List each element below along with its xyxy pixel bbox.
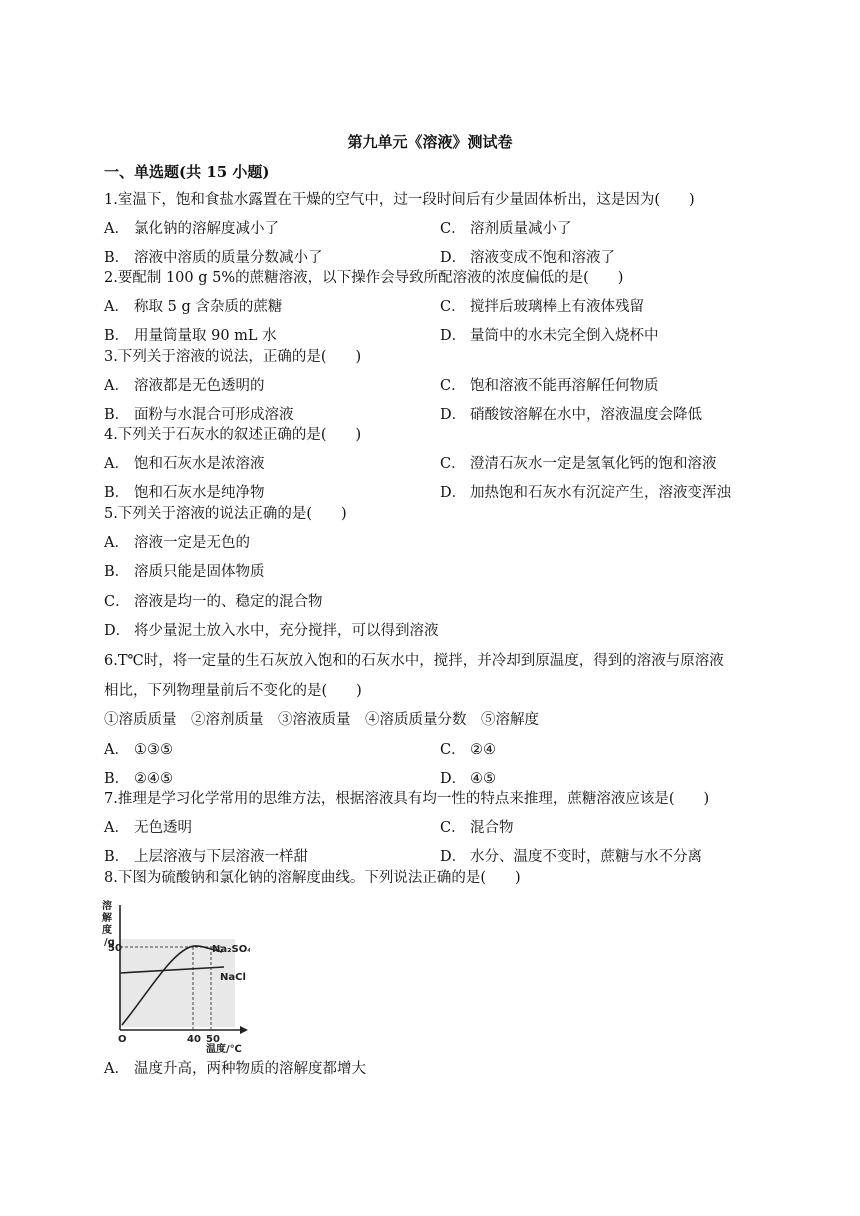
q7-option-d: D． 水分、温度不变时，蔗糖与水不分离: [440, 849, 702, 865]
tick-x40: 40: [187, 1034, 201, 1045]
question-8-stem: 8.下图为硫酸钠和氯化钠的溶解度曲线。下列说法正确的是( ): [104, 870, 521, 886]
q2-option-c: C． 搅拌后玻璃棒上有液体残留: [440, 299, 644, 315]
q7-option-b: B． 上层溶液与下层溶液一样甜: [104, 849, 308, 865]
tick-y50: 50: [108, 943, 122, 954]
question-6-stem-line2: 相比，下列物理量前后不变化的是( ): [104, 683, 362, 699]
question-1-stem: 1.室温下，饱和食盐水露置在干燥的空气中，过一段时间后有少量固体析出，这是因为( ): [104, 192, 695, 208]
q5-option-b: B． 溶质只能是固体物质: [104, 564, 265, 580]
q1-option-b: B． 溶液中溶质的质量分数减小了: [104, 250, 323, 266]
question-2-stem: 2.要配制 100 g 5%的蔗糖溶液，以下操作会导致所配溶液的浓度偏低的是( ): [104, 270, 624, 286]
series-label-nacl: NaCl: [220, 972, 246, 983]
q8-option-a: A． 温度升高，两种物质的溶解度都增大: [104, 1061, 366, 1077]
q3-option-b: B． 面粉与水混合可形成溶液: [104, 407, 294, 423]
q4-option-b: B． 饱和石灰水是纯净物: [104, 485, 265, 501]
q4-option-c: C． 澄清石灰水一定是氢氧化钙的饱和溶液: [440, 456, 717, 472]
series-label-na2so4: Na₂SO₄: [212, 944, 250, 955]
question-7-stem: 7.推理是学习化学常用的思维方法，根据溶液具有均一性的特点来推理，蔗糖溶液应该是( ): [104, 791, 710, 807]
page-title: 第九单元《溶液》测试卷: [347, 133, 513, 151]
y-axis-label-4: /g: [104, 937, 115, 948]
q3-option-d: D． 硝酸铵溶解在水中，溶液温度会降低: [440, 407, 702, 423]
y-axis-label-3: 度: [102, 925, 112, 936]
tick-x50: 50: [206, 1034, 220, 1045]
q5-option-c: C． 溶液是均一的、稳定的混合物: [104, 594, 323, 610]
x-axis-arrow-icon: [240, 1026, 248, 1034]
solubility-curve-figure: [100, 895, 250, 1055]
q5-option-d: D． 将少量泥土放入水中，充分搅拌，可以得到溶液: [104, 623, 439, 639]
q2-option-a: A． 称取 5 g 含杂质的蔗糖: [104, 299, 283, 315]
q3-option-c: C． 饱和溶液不能再溶解任何物质: [440, 378, 659, 394]
q7-option-c: C． 混合物: [440, 820, 514, 836]
question-6-stem-line1: 6.T℃时，将一定量的生石灰放入饱和的石灰水中，搅拌，并冷却到原温度，得到的溶液与原溶液: [104, 653, 724, 669]
q4-option-d: D． 加热饱和石灰水有沉淀产生，溶液变浑浊: [440, 485, 731, 501]
y-axis-label-1: 溶: [102, 901, 112, 912]
q4-option-a: A． 饱和石灰水是浓溶液: [104, 456, 265, 472]
q1-option-c: C． 溶剂质量减小了: [440, 221, 572, 237]
q5-option-a: A． 溶液一定是无色的: [104, 535, 250, 551]
y-axis-label-2: 解: [102, 913, 112, 924]
question-4-stem: 4.下列关于石灰水的叙述正确的是( ): [104, 427, 362, 443]
q1-option-d: D． 溶液变成不饱和溶液了: [440, 250, 615, 266]
question-6-items: ①溶质质量 ②溶剂质量 ③溶液质量 ④溶质质量分数 ⑤溶解度: [104, 712, 539, 728]
x-axis-label: 温度/℃: [206, 1044, 242, 1055]
q7-option-a: A． 无色透明: [104, 820, 192, 836]
origin-label: O: [118, 1034, 127, 1045]
q6-option-a: A． ①③⑤: [104, 742, 173, 758]
q6-option-c: C． ②④: [440, 742, 496, 758]
q2-option-d: D． 量筒中的水未完全倒入烧杯中: [440, 328, 659, 344]
q3-option-a: A． 溶液都是无色透明的: [104, 378, 265, 394]
q2-option-b: B． 用量筒量取 90 mL 水: [104, 328, 277, 344]
q1-option-a: A． 氯化钠的溶解度减小了: [104, 221, 279, 237]
q6-option-d: D． ④⑤: [440, 771, 496, 787]
section-heading: 一、单选题(共 15 小题): [104, 163, 270, 181]
question-5-stem: 5.下列关于溶液的说法正确的是( ): [104, 506, 347, 522]
solubility-curve-svg: [100, 895, 250, 1055]
question-3-stem: 3.下列关于溶液的说法，正确的是( ): [104, 349, 362, 365]
q6-option-b: B． ②④⑤: [104, 771, 173, 787]
